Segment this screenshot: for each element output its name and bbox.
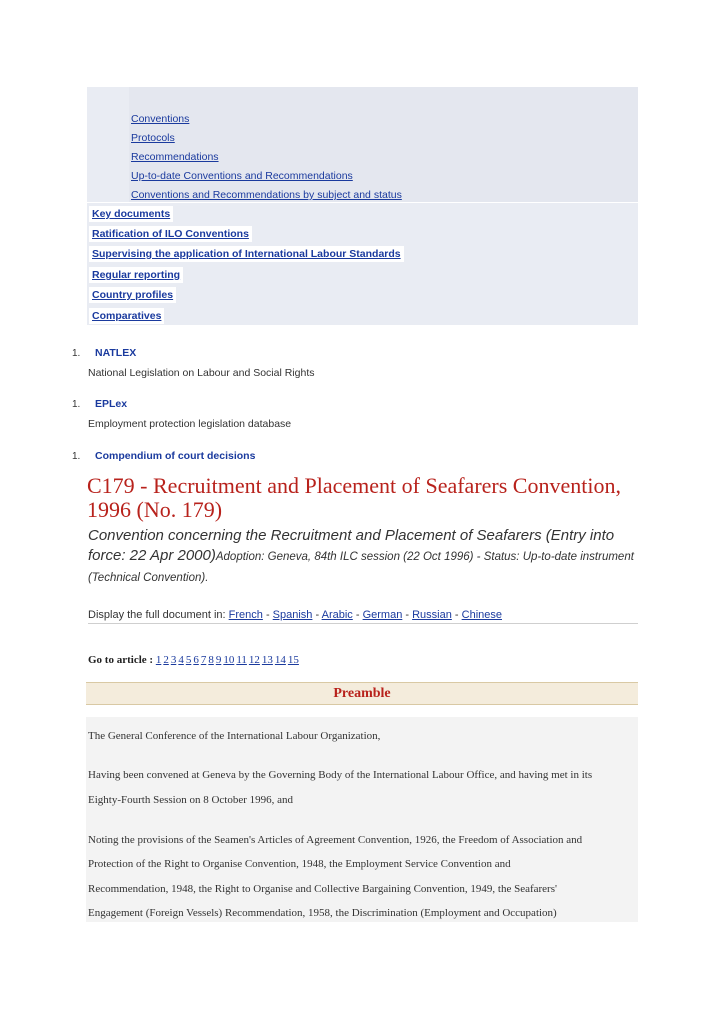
- article-link-13[interactable]: 13: [261, 654, 273, 666]
- article-link-7[interactable]: 7: [200, 654, 207, 666]
- link-eplex[interactable]: EPLex: [95, 398, 128, 410]
- article-link-1[interactable]: 1: [155, 654, 162, 666]
- list-number: 1.: [72, 451, 81, 462]
- link-comparatives[interactable]: Comparatives: [89, 308, 164, 324]
- preamble-heading: Preamble: [86, 682, 638, 705]
- lang-german-link[interactable]: German: [362, 609, 403, 621]
- go-to-article-label: Go to article :: [88, 654, 156, 666]
- go-to-article-nav: [88, 654, 301, 666]
- convention-full-name: Convention concerning the Recruitment and Placement of Seafarers (Entry into force: 22 Apr 2000): [88, 527, 615, 564]
- lang-french-link[interactable]: French: [228, 609, 263, 621]
- link-compendium[interactable]: Compendium of court decisions: [95, 450, 256, 462]
- nav-divider: [87, 202, 638, 203]
- link-natlex[interactable]: NATLEX: [95, 347, 137, 359]
- preamble-line: Protection of the Right to Organise Convention, 1948, the Employment Service Convention and: [88, 858, 511, 870]
- lang-spanish-link[interactable]: Spanish: [272, 609, 313, 621]
- article-link-9[interactable]: 9: [215, 654, 222, 666]
- convention-subtitle: [88, 526, 638, 588]
- link-protocols[interactable]: Protocols: [131, 132, 175, 144]
- link-regular-reporting[interactable]: Regular reporting: [89, 267, 183, 283]
- article-link-14[interactable]: 14: [274, 654, 286, 666]
- article-link-6[interactable]: 6: [193, 654, 199, 666]
- link-recommendations[interactable]: Recommendations: [131, 151, 219, 163]
- instruments-submenu: [129, 87, 638, 202]
- lang-arabic-link[interactable]: Arabic: [321, 609, 353, 621]
- article-link-8[interactable]: 8: [208, 654, 214, 666]
- separator: -: [402, 609, 413, 621]
- preamble-line: Noting the provisions of the Seamen's Articles of Agreement Convention, 1926, the Freedom of Association and: [88, 834, 583, 846]
- link-by-subject[interactable]: Conventions and Recommendations by subject and status: [131, 189, 402, 201]
- display-full-document: [88, 609, 638, 624]
- article-link-12[interactable]: 12: [248, 654, 260, 666]
- link-country-profiles[interactable]: Country profiles: [89, 287, 176, 303]
- list-number: 1.: [72, 348, 81, 359]
- article-link-11[interactable]: 11: [236, 654, 247, 666]
- separator: -: [262, 609, 273, 621]
- article-link-2[interactable]: 2: [163, 654, 169, 666]
- article-link-15[interactable]: 15: [287, 654, 299, 666]
- link-key-documents[interactable]: Key documents: [89, 206, 173, 222]
- link-conventions[interactable]: Conventions: [131, 113, 190, 125]
- convention-adoption-status: Adoption: Geneva, 84th ILC session (22 Oct 1996) - Status: Up-to-date instrument (Technical Convention).: [88, 551, 634, 584]
- article-link-10[interactable]: 10: [223, 654, 235, 666]
- link-supervising[interactable]: Supervising the application of International Labour Standards: [89, 246, 404, 262]
- article-link-4[interactable]: 4: [178, 654, 184, 666]
- display-full-label: Display the full document in:: [88, 609, 229, 621]
- separator: -: [352, 609, 363, 621]
- list-number: 1.: [72, 399, 81, 410]
- preamble-line: Engagement (Foreign Vessels) Recommendation, 1958, the Discrimination (Employment and Occupation): [88, 907, 557, 919]
- link-up-to-date[interactable]: Up-to-date Conventions and Recommendations: [131, 170, 353, 182]
- preamble-line: Eighty-Fourth Session on 8 October 1996, and: [88, 794, 294, 806]
- preamble-line: Having been convened at Geneva by the Governing Body of the International Labour Office, and having met in its: [88, 769, 593, 781]
- natlex-description: National Legislation on Labour and Social Rights: [88, 367, 315, 379]
- preamble-line: The General Conference of the International Labour Organization,: [88, 730, 381, 742]
- article-link-3[interactable]: 3: [170, 654, 177, 666]
- separator: -: [451, 609, 462, 621]
- lang-russian-link[interactable]: Russian: [412, 609, 452, 621]
- lang-chinese-link[interactable]: Chinese: [461, 609, 502, 621]
- preamble-text: [86, 717, 638, 922]
- preamble-line: Recommendation, 1948, the Right to Organise and Collective Bargaining Convention, 1949, the Seafarers': [88, 883, 557, 895]
- link-ratification[interactable]: Ratification of ILO Conventions: [89, 226, 252, 242]
- separator: -: [312, 609, 322, 621]
- eplex-description: Employment protection legislation database: [88, 418, 292, 430]
- convention-title: C179 - Recruitment and Placement of Seafarers Convention, 1996 (No. 179): [87, 473, 621, 522]
- article-link-5[interactable]: 5: [185, 654, 192, 666]
